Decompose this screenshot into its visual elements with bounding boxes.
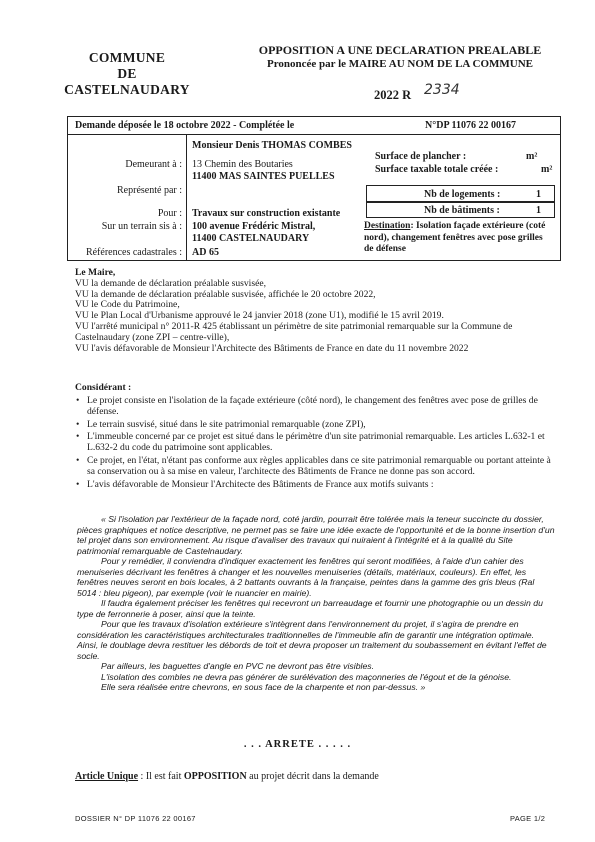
deposit-date: Demande déposée le 18 octobre 2022 - Complétée le	[75, 120, 295, 131]
quote-paragraph: Pour y remédier, il conviendra d'indiquer exactement les fenêtres qui seront modifiées, à l'aide d'un cahier des menuiseries décrivant les fenêtres à changer et les nouvelles menuiseries (détails, matériaux, couleurs). En effet, les fenêtres neuves seront en bois locales, à 2 battants ouvrants à la française, peintes dans la gamme des gris bleus (Ral 5014 : bleu pigeon), par exemple (voir le nuancier en mairie).	[77, 556, 535, 598]
article-opposition: OPPOSITION	[183, 771, 247, 782]
buildings-label: Nb de bâtiments :	[424, 205, 500, 216]
considerant-item: • Le projet consiste en l'isolation de la façade extérieure (côté nord), le changement des fenêtres avec pose de grilles de défense.	[87, 396, 555, 418]
footer-dossier: DOSSIER N° DP 11076 22 00167	[75, 814, 196, 823]
footer-page: PAGE 1/2	[510, 814, 546, 823]
purpose-label: Pour :	[157, 208, 182, 219]
visas-heading: Le Maire,	[75, 267, 116, 278]
considerant-item: • Le terrain susvisé, situé dans le site patrimonial remarquable (zone ZPI),	[87, 420, 555, 431]
cadastral-value: AD 65	[192, 247, 219, 258]
quote-paragraph: Pour que les travaux d'isolation extérieure s'intègrent dans l'environnement du projet, il s'agira de prendre en considération les caractéristiques architecturales traditionnelles de l'immeuble afin de garantir une intégration optimale. Ainsi, le doublage devra restituer les débords de toit et devra proposer un traitement du soubassement en évitant l'effet de socle.	[77, 619, 547, 661]
dossier-number: N°DP 11076 22 00167	[425, 120, 516, 131]
address-label: Demeurant à :	[125, 159, 182, 170]
visa-item: VU l'avis défavorable de Monsieur l'Architecte des Bâtiments de France en date du 11 novembre 2022	[75, 342, 469, 354]
visa-item: VU l'arrêté municipal n° 2011-R 425 établissant un périmètre de site patrimonial remarquable sur la Commune de Castelnaudary (zone ZPI – centre-ville),	[75, 320, 513, 343]
article-text-c: au projet décrit dans la demande	[246, 771, 379, 782]
site-line-2: 11400 CASTELNAUDARY	[192, 233, 310, 244]
destination	[364, 221, 554, 256]
visas-section	[75, 268, 555, 354]
commune-line-1: COMMUNE	[88, 50, 166, 65]
considerant-item: • L'avis défavorable de Monsieur l'Architecte des Bâtiments de France aux motifs suivants :	[87, 480, 555, 491]
considerant-list	[75, 396, 555, 492]
buildings-value: 1	[536, 205, 541, 216]
housing-value: 1	[536, 189, 541, 200]
quote-paragraph: « Si l'isolation par l'extérieur de la façade nord, coté jardin, pourrait être tolérée mais la teneur succincte du dossier, pièces graphiques et notice descriptive, ne permet pas se faire une idée exacte de l'opportunité et de la bonne insertion d'un tel projet dans son environnement. Au risque d'avaliser des travaux qui nuiraient à l'intégrité et à la qualité du Site patrimonial remarquable de Castelnaudary.	[77, 514, 555, 556]
commune-line-3: CASTELNAUDARY	[64, 82, 190, 97]
column-divider	[186, 135, 187, 261]
purpose-value: Travaux sur construction existante	[192, 208, 341, 219]
quote-paragraph: L'isolation des combles ne devra pas générer de surélévation des maçonneries de l'égout et de la génoise.	[101, 671, 512, 682]
taxable-area-unit: m²	[541, 164, 553, 175]
article-unique	[75, 771, 379, 782]
quote-paragraph: Elle sera réalisée entre chevrons, en sous face de la charpente et non par-dessus. »	[101, 682, 426, 692]
address-line-1: 13 Chemin des Boutaries	[192, 159, 293, 170]
site-label: Sur un terrain sis à :	[101, 221, 182, 232]
floor-area-unit: m²	[526, 151, 538, 162]
commune-line-2: DE	[117, 66, 137, 81]
applicant-name: Monsieur Denis THOMAS COMBES	[192, 140, 352, 151]
visa-item: VU le Plan Local d'Urbanisme approuvé le 24 janvier 2018 (zone U1), modifié le 15 avril 2019.	[75, 310, 444, 322]
commune-heading	[52, 50, 202, 98]
quote-paragraph: Par ailleurs, les baguettes d'angle en PVC ne devront pas être visibles.	[101, 661, 375, 671]
handwritten-number: 2334	[424, 82, 460, 98]
considerant-item: • L'immeuble concerné par ce projet est situé dans le périmètre d'un site patrimonial remarquable. Les articles L.632-1 et L.632-2 du code du patrimoine sont applicables.	[87, 432, 555, 454]
visa-item: VU le Code du Patrimoine,	[75, 299, 180, 311]
document-subtitle: Prononcée par le MAIRE AU NOM DE LA COMMUNE	[266, 58, 534, 70]
considerant-item: • Ce projet, en l'état, n'étant pas conforme aux règles applicables dans ce site patrimonial remarquable ou portant atteinte à sa conservation ou à sa mise en valeur, l'architecte des Bâtiments de France ne donne pas son accord.	[87, 456, 555, 478]
article-label: Article Unique	[75, 771, 139, 782]
year-reference: 2022 R	[374, 88, 412, 102]
document-title: OPPOSITION A UNE DECLARATION PREALABLE	[258, 43, 542, 57]
site-line-1: 100 avenue Frédéric Mistral,	[192, 221, 316, 232]
visa-item: VU la demande de déclaration préalable susvisée,	[75, 277, 266, 289]
represented-label: Représenté par :	[117, 185, 182, 196]
visa-item: VU la demande de déclaration préalable susvisée, affichée le 20 octobre 2022,	[75, 288, 376, 300]
floor-area-label: Surface de plancher :	[375, 151, 467, 162]
abf-quote	[77, 514, 555, 693]
article-text-a: : Il est fait	[138, 771, 184, 782]
address-line-2: 11400 MAS SAINTES PUELLES	[192, 171, 335, 182]
destination-label: Destination	[364, 221, 411, 231]
quote-paragraph: Il faudra également préciser les fenêtres qui recevront un barreaudage et fournir une photographie ou un dessin du type de ferronnerie à poser, ainsi que la teinte.	[77, 598, 543, 619]
housing-label: Nb de logements :	[424, 189, 501, 200]
taxable-area-label: Surface taxable totale créée :	[375, 164, 499, 175]
considerant-heading: Considérant :	[75, 382, 132, 393]
cadastral-label: Références cadastrales :	[85, 247, 182, 258]
destination-text: : Isolation façade extérieure (coté nord), changement fenêtres avec pose grilles de défense	[364, 221, 546, 254]
arrete-heading: . . . ARRETE . . . . .	[243, 739, 352, 750]
